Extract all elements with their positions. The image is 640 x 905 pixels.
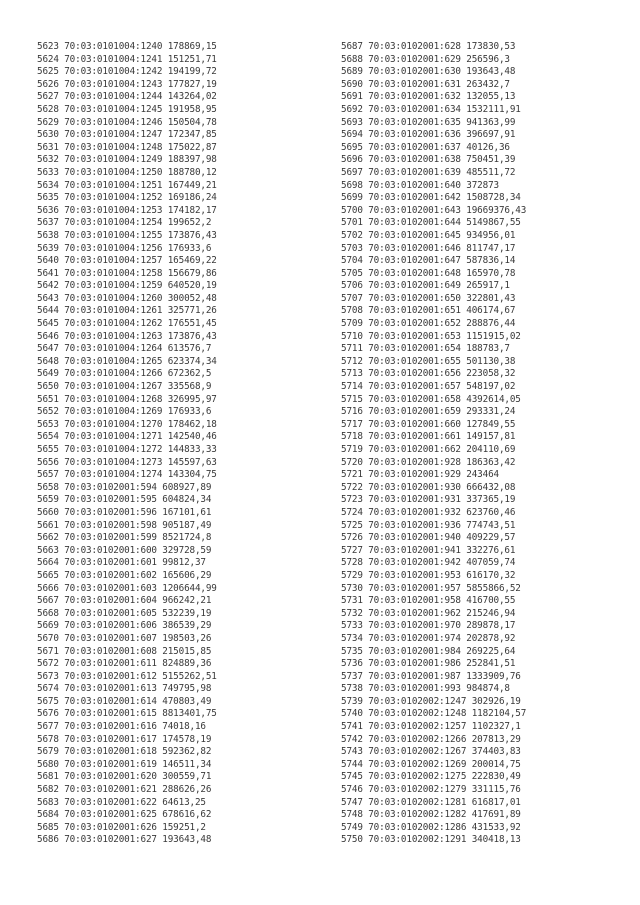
- data-row: 5672 70:03:0102001:611 824889,36: [37, 658, 212, 670]
- data-row: 5642 70:03:0101004:1259 640520,19: [37, 280, 217, 292]
- data-row: 5641 70:03:0101004:1258 156679,86: [37, 267, 217, 279]
- data-row: 5681 70:03:0102001:620 300559,71: [37, 771, 212, 783]
- data-row: 5705 70:03:0102001:648 165970,78: [341, 267, 516, 279]
- data-row: 5691 70:03:0102001:632 132055,13: [341, 91, 516, 103]
- data-row: 5735 70:03:0102001:984 269225,64: [341, 645, 516, 657]
- data-row: 5742 70:03:0102002:1266 207813,29: [341, 733, 521, 745]
- data-row: 5677 70:03:0102001:616 74018,16: [37, 721, 206, 733]
- data-row: 5707 70:03:0102001:650 322801,43: [341, 292, 516, 304]
- data-row: 5683 70:03:0102001:622 64613,25: [37, 796, 206, 808]
- data-row: 5666 70:03:0102001:603 1206644,99: [37, 582, 217, 594]
- data-row: 5726 70:03:0102001:940 409229,57: [341, 532, 516, 544]
- data-row: 5652 70:03:0101004:1269 176933,6: [37, 406, 212, 418]
- data-row: 5635 70:03:0101004:1252 169186,24: [37, 192, 217, 204]
- data-row: 5714 70:03:0102001:657 548197,02: [341, 381, 516, 393]
- data-row: 5649 70:03:0101004:1266 672362,5: [37, 368, 212, 380]
- data-row: 5717 70:03:0102001:660 127849,55: [341, 418, 516, 430]
- data-row: 5647 70:03:0101004:1264 613576,7: [37, 343, 212, 355]
- data-row: 5744 70:03:0102002:1269 200014,75: [341, 758, 521, 770]
- data-row: 5747 70:03:0102002:1281 616817,01: [341, 796, 521, 808]
- data-row: 5636 70:03:0101004:1253 174182,17: [37, 204, 217, 216]
- data-row: 5645 70:03:0101004:1262 176551,45: [37, 318, 217, 330]
- data-row: 5631 70:03:0101004:1248 175022,87: [37, 141, 217, 153]
- data-row: 5688 70:03:0102001:629 256596,3: [341, 53, 510, 65]
- data-row: 5739 70:03:0102002:1247 302926,19: [341, 695, 521, 707]
- data-row: 5748 70:03:0102002:1282 417691,89: [341, 809, 521, 821]
- data-row: 5664 70:03:0102001:601 99812,37: [37, 557, 206, 569]
- data-row: 5653 70:03:0101004:1270 178462,18: [37, 418, 217, 430]
- data-row: 5721 70:03:0102001:929 243464: [341, 469, 499, 481]
- data-row: 5640 70:03:0101004:1257 165469,22: [37, 255, 217, 267]
- data-row: 5720 70:03:0102001:928 186363,42: [341, 456, 516, 468]
- data-row: 5659 70:03:0102001:595 604824,34: [37, 494, 212, 506]
- data-row: 5711 70:03:0102001:654 188783,7: [341, 343, 510, 355]
- data-row: 5725 70:03:0102001:936 774743,51: [341, 519, 516, 531]
- data-row: 5644 70:03:0101004:1261 325771,26: [37, 305, 217, 317]
- data-row: 5704 70:03:0102001:647 587836,14: [341, 255, 516, 267]
- data-row: 5736 70:03:0102001:986 252841,51: [341, 658, 516, 670]
- data-row: 5698 70:03:0102001:640 372873: [341, 179, 499, 191]
- data-row: 5687 70:03:0102001:628 173830,53: [341, 41, 516, 52]
- data-row: 5685 70:03:0102001:626 159251,2: [37, 821, 206, 833]
- data-row: 5703 70:03:0102001:646 811747,17: [341, 242, 516, 254]
- data-row: 5738 70:03:0102001:993 984874,8: [341, 683, 510, 695]
- data-row: 5693 70:03:0102001:635 941363,99: [341, 116, 516, 128]
- data-row: 5646 70:03:0101004:1263 173876,43: [37, 330, 217, 342]
- data-row: 5741 70:03:0102002:1257 1102327,1: [341, 721, 521, 733]
- data-row: 5701 70:03:0102001:644 5149867,55: [341, 217, 521, 229]
- data-row: 5657 70:03:0101004:1274 143304,75: [37, 469, 217, 481]
- data-row: 5661 70:03:0102001:598 905187,49: [37, 519, 212, 531]
- data-row: 5709 70:03:0102001:652 288876,44: [341, 318, 516, 330]
- data-row: 5678 70:03:0102001:617 174578,19: [37, 733, 212, 745]
- data-row: 5637 70:03:0101004:1254 199652,2: [37, 217, 212, 229]
- data-row: 5625 70:03:0101004:1242 194199,72: [37, 66, 217, 78]
- data-row: 5746 70:03:0102002:1279 331115,76: [341, 784, 521, 796]
- data-row: 5665 70:03:0102001:602 165606,29: [37, 569, 212, 581]
- data-row: 5743 70:03:0102002:1267 374403,83: [341, 746, 521, 758]
- data-row: 5656 70:03:0101004:1273 145597,63: [37, 456, 217, 468]
- data-row: 5660 70:03:0102001:596 167101,61: [37, 506, 212, 518]
- data-row: 5626 70:03:0101004:1243 177827,19: [37, 78, 217, 90]
- data-row: 5662 70:03:0102001:599 8521724,8: [37, 532, 212, 544]
- data-row: 5730 70:03:0102001:957 5855866,52: [341, 582, 521, 594]
- data-row: 5632 70:03:0101004:1249 188397,98: [37, 154, 217, 166]
- data-row: 5702 70:03:0102001:645 934956,01: [341, 229, 516, 241]
- data-row: 5723 70:03:0102001:931 337365,19: [341, 494, 516, 506]
- data-row: 5639 70:03:0101004:1256 176933,6: [37, 242, 212, 254]
- data-row: 5673 70:03:0102001:612 5155262,51: [37, 670, 217, 682]
- data-row: 5692 70:03:0102001:634 1532111,91: [341, 103, 521, 115]
- data-row: 5694 70:03:0102001:636 396697,91: [341, 129, 516, 141]
- data-row: 5690 70:03:0102001:631 263432,7: [341, 78, 510, 90]
- data-row: 5671 70:03:0102001:608 215015,85: [37, 645, 212, 657]
- data-row: 5750 70:03:0102002:1291 340418,13: [341, 834, 521, 846]
- data-row: 5650 70:03:0101004:1267 335568,9: [37, 381, 212, 393]
- data-row: 5699 70:03:0102001:642 1508728,34: [341, 192, 521, 204]
- data-row: 5623 70:03:0101004:1240 178869,15: [37, 41, 217, 52]
- data-row: 5655 70:03:0101004:1272 144833,33: [37, 444, 217, 455]
- data-row: 5680 70:03:0102001:619 146511,34: [37, 758, 212, 770]
- data-row: 5697 70:03:0102001:639 485511,72: [341, 166, 516, 178]
- data-row: 5700 70:03:0102001:643 19669376,43: [341, 204, 527, 216]
- right-column: [341, 41, 526, 847]
- data-row: 5745 70:03:0102002:1275 222830,49: [341, 771, 521, 783]
- data-row: 5713 70:03:0102001:656 223058,32: [341, 368, 516, 380]
- data-row: 5727 70:03:0102001:941 332276,61: [341, 544, 516, 556]
- data-row: 5696 70:03:0102001:638 750451,39: [341, 154, 516, 166]
- data-row: 5634 70:03:0101004:1251 167449,21: [37, 179, 217, 191]
- data-row: 5737 70:03:0102001:987 1333909,76: [341, 670, 521, 682]
- data-row: 5674 70:03:0102001:613 749795,98: [37, 683, 212, 695]
- data-row: 5633 70:03:0101004:1250 188780,12: [37, 166, 217, 178]
- data-row: 5712 70:03:0102001:655 501130,38: [341, 355, 516, 367]
- data-row: 5630 70:03:0101004:1247 172347,85: [37, 129, 217, 141]
- data-row: 5740 70:03:0102002:1248 1182104,57: [341, 708, 527, 720]
- data-row: 5654 70:03:0101004:1271 142540,46: [37, 431, 217, 443]
- data-row: 5628 70:03:0101004:1245 191958,95: [37, 103, 217, 115]
- data-row: 5663 70:03:0102001:600 329728,59: [37, 544, 212, 556]
- data-row: 5682 70:03:0102001:621 288626,26: [37, 784, 212, 796]
- data-row: 5715 70:03:0102001:658 4392614,05: [341, 393, 521, 405]
- data-row: 5732 70:03:0102001:962 215246,94: [341, 607, 516, 619]
- data-row: 5667 70:03:0102001:604 966242,21: [37, 595, 212, 607]
- data-row: 5729 70:03:0102001:953 616170,32: [341, 569, 516, 581]
- data-row: 5686 70:03:0102001:627 193643,48: [37, 834, 212, 846]
- data-row: 5629 70:03:0101004:1246 150504,78: [37, 116, 217, 128]
- data-row: 5719 70:03:0102001:662 204110,69: [341, 444, 516, 455]
- data-row: 5658 70:03:0102001:594 608927,89: [37, 481, 212, 493]
- data-row: 5675 70:03:0102001:614 470803,49: [37, 695, 212, 707]
- data-row: 5670 70:03:0102001:607 198503,26: [37, 632, 212, 644]
- data-row: 5638 70:03:0101004:1255 173876,43: [37, 229, 217, 241]
- data-row: 5676 70:03:0102001:615 8813401,75: [37, 708, 217, 720]
- data-row: 5716 70:03:0102001:659 293331,24: [341, 406, 516, 418]
- data-row: 5731 70:03:0102001:958 416700,55: [341, 595, 516, 607]
- data-row: 5749 70:03:0102002:1286 431533,92: [341, 821, 521, 833]
- data-row: 5624 70:03:0101004:1241 151251,71: [37, 53, 217, 65]
- data-row: 5689 70:03:0102001:630 193643,48: [341, 66, 516, 78]
- data-row: 5643 70:03:0101004:1260 300052,48: [37, 292, 217, 304]
- data-row: 5706 70:03:0102001:649 265917,1: [341, 280, 510, 292]
- data-row: 5648 70:03:0101004:1265 623374,34: [37, 355, 217, 367]
- data-row: 5684 70:03:0102001:625 678616,62: [37, 809, 212, 821]
- data-row: 5708 70:03:0102001:651 406174,67: [341, 305, 516, 317]
- data-row: 5627 70:03:0101004:1244 143264,02: [37, 91, 217, 103]
- data-row: 5724 70:03:0102001:932 623760,46: [341, 506, 516, 518]
- data-row: 5651 70:03:0101004:1268 326995,97: [37, 393, 217, 405]
- data-row: 5669 70:03:0102001:606 386539,29: [37, 620, 212, 632]
- data-row: 5668 70:03:0102001:605 532239,19: [37, 607, 212, 619]
- data-row: 5679 70:03:0102001:618 592362,82: [37, 746, 212, 758]
- data-row: 5728 70:03:0102001:942 407059,74: [341, 557, 516, 569]
- data-row: 5734 70:03:0102001:974 202878,92: [341, 632, 516, 644]
- data-row: 5695 70:03:0102001:637 40126,36: [341, 141, 510, 153]
- data-row: 5722 70:03:0102001:930 666432,08: [341, 481, 516, 493]
- data-row: 5710 70:03:0102001:653 1151915,02: [341, 330, 521, 342]
- data-row: 5733 70:03:0102001:970 289878,17: [341, 620, 516, 632]
- left-column: [37, 41, 217, 847]
- data-row: 5718 70:03:0102001:661 149157,81: [341, 431, 516, 443]
